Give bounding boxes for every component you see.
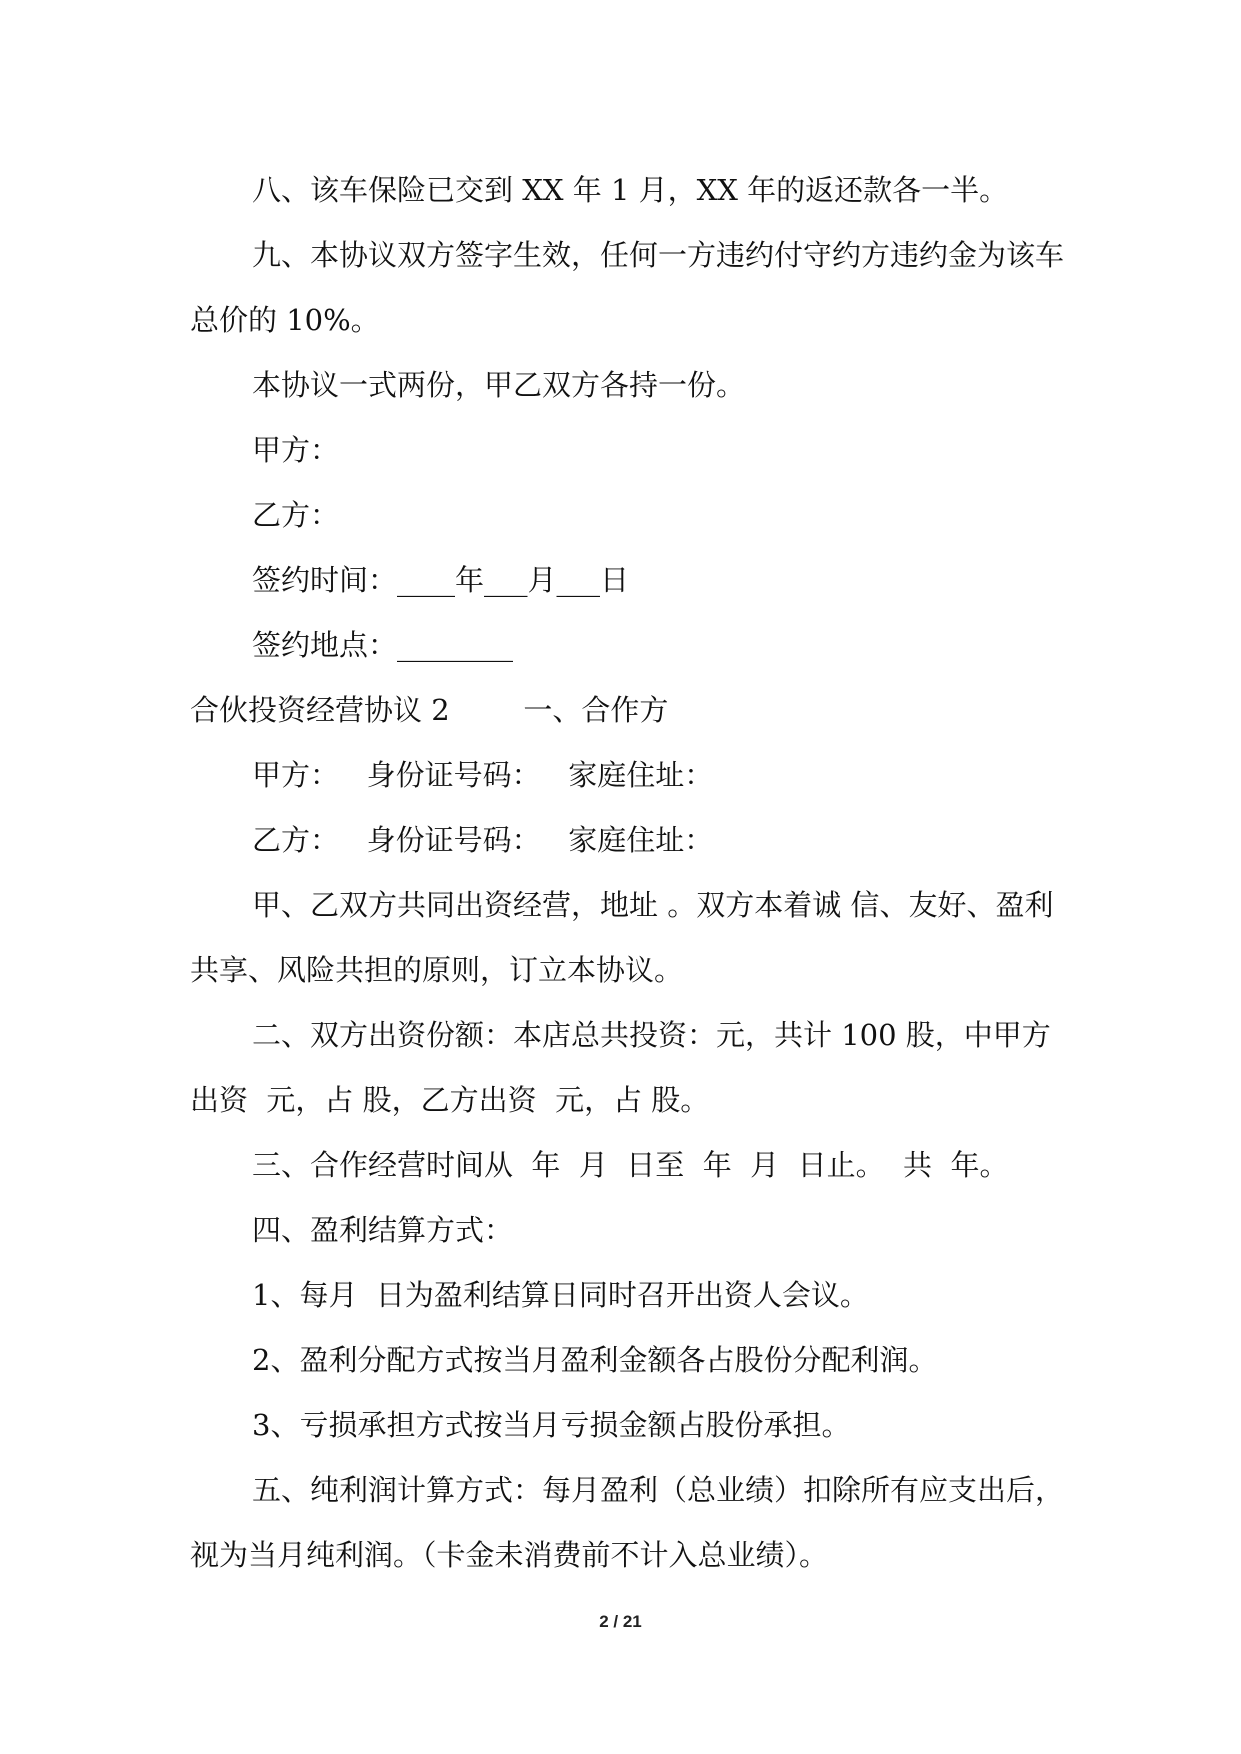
paragraph-term: 三、合作经营时间从 年 月 日至 年 月 日止。 共 年。: [252, 1148, 1009, 1182]
paragraph-settlement-heading: 四、盈利结算方式：: [252, 1213, 514, 1247]
paragraph-copies: 本协议一式两份，甲乙双方各持一份。: [252, 368, 746, 402]
document-body: [190, 158, 1083, 1588]
party-a-info: 甲方： 身份证号码： 家庭住址：: [252, 758, 714, 792]
party-b-info: 乙方： 身份证号码： 家庭住址：: [252, 823, 714, 857]
party-a-signature: 甲方：: [252, 433, 340, 467]
paragraph-joint-investment: 甲、乙双方共同出资经营，地址 。双方本着诚 信、友好、盈利共享、风险共担的原则，订立本协议。: [190, 888, 1054, 987]
section-heading-agreement-2: 合伙投资经营协议 2 一、合作方: [190, 693, 669, 727]
paragraph-settlement-2: 2、盈利分配方式按当月盈利金额各占股份分配利润。: [252, 1343, 938, 1377]
paragraph-clause-9: 九、本协议双方签字生效，任何一方违约付守约方违约金为该车总价的 10%。: [190, 238, 1065, 337]
signing-date: 签约时间：____年___月___日: [252, 563, 630, 597]
party-b-signature: 乙方：: [252, 498, 340, 532]
paragraph-settlement-3: 3、亏损承担方式按当月亏损金额占股份承担。: [252, 1408, 851, 1442]
paragraph-capital-shares: 二、双方出资份额：本店总共投资：元，共计 100 股，中甲方出资 元，占 股，乙方出资 元，占 股。: [190, 1018, 1051, 1117]
signing-place: 签约地点：________: [252, 628, 514, 662]
paragraph-settlement-1: 1、每月 日为盈利结算日同时召开出资人会议。: [252, 1278, 869, 1312]
paragraph-clause-8: 八、该车保险已交到 XX 年 1 月，XX 年的返还款各一半。: [252, 173, 1009, 207]
page-number: 2 / 21: [599, 1612, 642, 1631]
paragraph-net-profit: 五、纯利润计算方式：每月盈利（总业绩）扣除所有应支出后， 视为当月纯利润。（卡金未消费前不计入总业绩）。: [190, 1473, 1083, 1572]
